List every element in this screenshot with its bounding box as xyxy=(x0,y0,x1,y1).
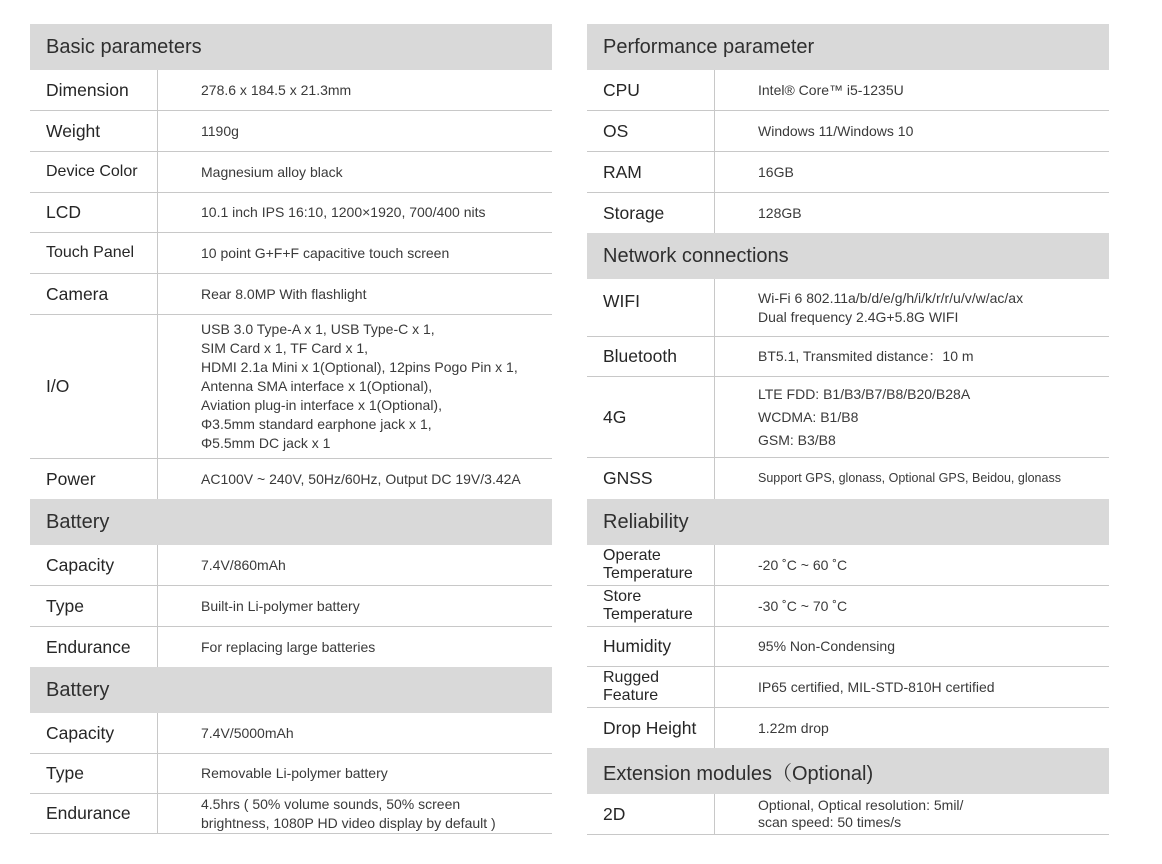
spec-value: Intel® Core™ i5-1235U xyxy=(758,81,904,98)
spec-label: Storage xyxy=(587,193,715,233)
spec-label: Type xyxy=(30,754,158,793)
section-header-battery-removable: Battery xyxy=(30,667,552,713)
spec-value: 128GB xyxy=(758,204,802,221)
spec-label: Device Color xyxy=(30,152,158,192)
spec-value: IP65 certified, MIL-STD-810H certified xyxy=(758,678,995,695)
section-header-performance: Performance parameter xyxy=(587,24,1109,70)
spec-row-weight xyxy=(30,111,552,152)
spec-row-camera xyxy=(30,274,552,315)
spec-row-lcd xyxy=(30,193,552,233)
right-spec-column xyxy=(587,24,1109,835)
spec-label: Rugged Feature xyxy=(587,667,715,707)
spec-value: 95% Non-Condensing xyxy=(758,638,895,654)
spec-row-device-color xyxy=(30,152,552,193)
section-header-basic-parameters: Basic parameters xyxy=(30,24,552,70)
spec-value: 278.6 x 184.5 x 21.3mm xyxy=(201,81,352,98)
spec-value: BT5.1, Transmited distance：10 m xyxy=(758,348,974,364)
spec-label: Capacity xyxy=(30,545,158,585)
spec-label: GNSS xyxy=(587,458,715,499)
spec-value: Wi-Fi 6 802.11a/b/d/e/g/h/i/k/r/r/u/v/w/ac/ax Dual frequency 2.4G+5.8G WIFI xyxy=(758,289,1024,325)
spec-value: Support GPS, glonass, Optional GPS, Beidou, glonass xyxy=(758,471,1061,485)
spec-label: Touch Panel xyxy=(30,233,158,273)
spec-row-drop-height xyxy=(587,708,1109,748)
spec-value: 10 point G+F+F capacitive touch screen xyxy=(201,244,450,261)
spec-value: LTE FDD: B1/B3/B7/B8/B20/B28A WCDMA: B1/B8 GSM: B3/B8 xyxy=(758,385,971,448)
spec-label: Dimension xyxy=(30,70,158,110)
spec-value: 10.1 inch IPS 16:10, 1200×1920, 700/400 nits xyxy=(201,204,486,220)
spec-value: 16GB xyxy=(758,163,794,180)
spec-value: -30 ˚C ~ 70 ˚C xyxy=(758,597,848,614)
spec-value: USB 3.0 Type-A x 1, USB Type-C x 1, SIM Card x 1, TF Card x 1, HDMI 2.1a Mini x 1(Optional), 12pins Pogo Pin x 1, Antenna SMA interface x 1(Optional), Aviation plug-in interface x 1(Optional), Φ3.5mm standard earphone jack x 1, Φ5.5mm DC jack x 1 xyxy=(201,321,518,451)
spec-label: Operate Temperature xyxy=(587,545,715,585)
section-header-extension-modules: Extension modules（Optional) xyxy=(587,748,1109,794)
left-spec-column xyxy=(30,24,552,834)
spec-label: WIFI xyxy=(587,279,715,336)
spec-value: Removable Li-polymer battery xyxy=(201,765,388,781)
spec-row-operate-temperature xyxy=(587,545,1109,586)
spec-label: Type xyxy=(30,586,158,626)
spec-value: 7.4V/5000mAh xyxy=(201,724,294,741)
spec-row-type xyxy=(30,754,552,794)
spec-row-humidity xyxy=(587,627,1109,667)
spec-value: 1.22m drop xyxy=(758,719,829,736)
spec-label: I/O xyxy=(30,315,158,458)
spec-label: Store Temperature xyxy=(587,586,715,626)
spec-value: For replacing large batteries xyxy=(201,638,376,655)
spec-row-4g xyxy=(587,377,1109,458)
spec-value: Windows 11/Windows 10 xyxy=(758,122,914,139)
spec-value: Optional, Optical resolution: 5mil/ scan speed: 50 times/s xyxy=(758,797,964,830)
spec-row-power xyxy=(30,459,552,499)
spec-row-2d xyxy=(587,794,1109,835)
section-header-battery: Battery xyxy=(30,499,552,545)
spec-label: Drop Height xyxy=(587,708,715,748)
spec-row-endurance xyxy=(30,794,552,834)
spec-label: Weight xyxy=(30,111,158,151)
spec-value: Built-in Li-polymer battery xyxy=(201,597,360,614)
spec-label: RAM xyxy=(587,152,715,192)
spec-label: Bluetooth xyxy=(587,337,715,376)
spec-label: Capacity xyxy=(30,713,158,753)
spec-label: Endurance xyxy=(30,794,158,833)
spec-value: 1190g xyxy=(201,122,239,139)
spec-value: -20 ˚C ~ 60 ˚C xyxy=(758,556,848,573)
spec-row-os xyxy=(587,111,1109,152)
spec-row-capacity xyxy=(30,713,552,754)
section-header-network: Network connections xyxy=(587,233,1109,279)
spec-label: CPU xyxy=(587,70,715,110)
spec-row-rugged-feature xyxy=(587,667,1109,708)
spec-row-io xyxy=(30,315,552,459)
spec-value: AC100V ~ 240V, 50Hz/60Hz, Output DC 19V/3.42A xyxy=(201,470,521,487)
spec-label: Power xyxy=(30,459,158,499)
spec-row-cpu xyxy=(587,70,1109,111)
spec-row-storage xyxy=(587,193,1109,233)
spec-row-ram xyxy=(587,152,1109,193)
spec-label: Endurance xyxy=(30,627,158,667)
spec-value: 4.5hrs ( 50% volume sounds, 50% screen brightness, 1080P HD video display by default ) xyxy=(201,795,496,831)
spec-label: 2D xyxy=(587,794,715,834)
spec-label: LCD xyxy=(30,193,158,232)
spec-row-endurance xyxy=(30,627,552,667)
spec-label: Camera xyxy=(30,274,158,314)
spec-label: Humidity xyxy=(587,627,715,666)
spec-row-touch-panel xyxy=(30,233,552,274)
spec-row-bluetooth xyxy=(587,337,1109,377)
section-header-reliability: Reliability xyxy=(587,499,1109,545)
spec-row-dimension xyxy=(30,70,552,111)
spec-label: OS xyxy=(587,111,715,151)
spec-label: 4G xyxy=(587,377,715,457)
spec-value: 7.4V/860mAh xyxy=(201,556,286,573)
spec-row-capacity xyxy=(30,545,552,586)
spec-value: Rear 8.0MP With flashlight xyxy=(201,285,367,302)
spec-row-gnss xyxy=(587,458,1109,499)
spec-value: Magnesium alloy black xyxy=(201,163,343,180)
spec-row-store-temperature xyxy=(587,586,1109,627)
spec-row-wifi xyxy=(587,279,1109,337)
spec-row-type xyxy=(30,586,552,627)
